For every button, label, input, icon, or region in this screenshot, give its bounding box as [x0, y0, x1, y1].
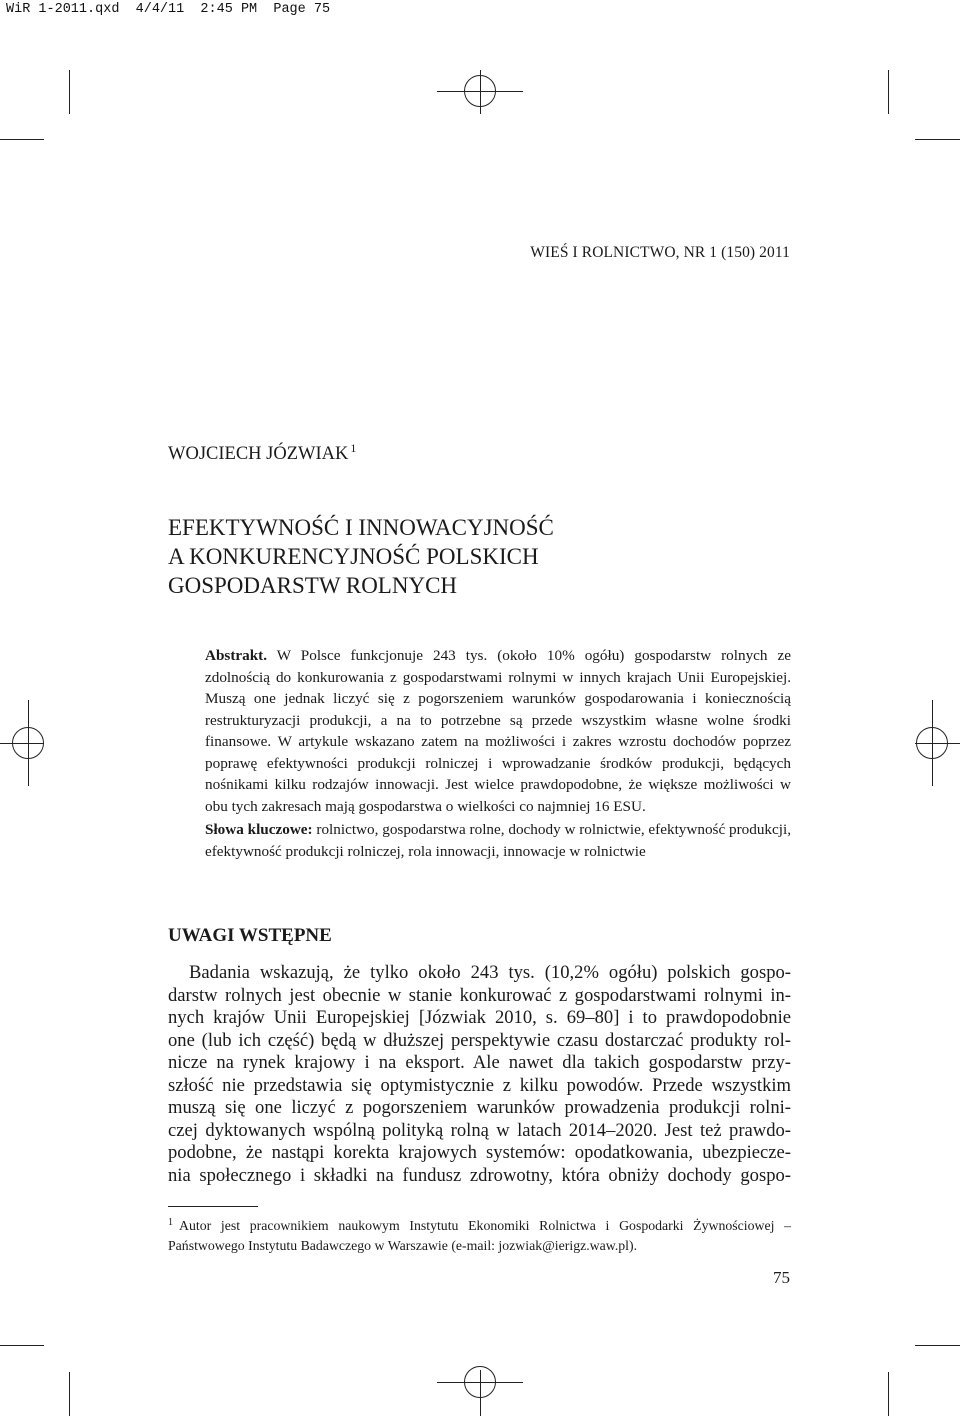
page-number: 75 — [773, 1268, 790, 1287]
body-line: podobne, że nastąpi korekta krajowych systemów: opodatkowania, ubezpiecze- — [168, 1142, 791, 1163]
body-line: muszą się one liczyć z pogorszeniem warunków prowadzenia produkcji rolni- — [168, 1097, 791, 1118]
body-line: czej dyktowanych wspólną polityką rolną w latach 2014–2020. Jest też prawdo- — [168, 1119, 791, 1141]
body-line: nych krajów Unii Europejskiej [Józwiak 2010, s. 69–80] i to prawdopodobnie — [168, 1007, 791, 1028]
body-line: one (lub ich część) będą w dłuższej perspektywie czasu dostarczać produkty rol- — [168, 1029, 791, 1051]
article-title — [168, 513, 554, 600]
section-heading: UWAGI WSTĘPNE — [168, 925, 332, 946]
body-line: nia społecznego i składki na fundusz zdrowotny, która obniży dochody gospo- — [168, 1164, 791, 1186]
journal-header: WIEŚ I ROLNICTWO, NR 1 (150) 2011 — [530, 244, 790, 261]
abstract-text: W Polsce funkcjonuje 243 tys. (około 10% ogółu) gospodarstw rolnych ze zdolnością do konkurowania z gospodarstwami rolnymi w innych krajach Unii Europejskiej. Muszą one jednak liczyć się z pogorszeniem warunków gospodarowania i koniecznością restrukturyzacji produkcji, a na to potrzebne są przede wszystkim własne wolne środki finansowe. W artykule wskazano zatem na możliwości i zakres wzrostu dochodów poprzez poprawę efektywności produkcji rolniczej i wprowadzanie środków produkcji, będących nośnikami kilku rodzajów innowacji. Jest wielce prawdopodobne, że większe możliwości w obu tych zakresach mają gospodarstwa o wielkości co najmniej 16 ESU. — [205, 647, 791, 815]
author-name: WOJCIECH JÓZWIAK $^1$ — [168, 441, 357, 464]
body-line: nicze na rynek krajowy i na eksport. Ale nawet dla takich gospodarstw przy- — [168, 1052, 791, 1073]
body-line: Badania wskazują, że tylko około 243 tys. (10,2% ogółu) polskich gospo- — [189, 962, 791, 983]
keywords-text: rolnictwo, gospodarstwa rolne, dochody w rolnictwie, efektywność produkcji, efektywność produkcji rolniczej, rola innowacji, innowacje w rolnictwie — [205, 821, 792, 860]
footnote-text: Autor jest pracownikiem naukowym Instytutu Ekonomiki Rolnictwa i Gospodarki Żywnościowej – Państwowego Instytutu Badawczego w Warszawie (e-mail: jozwiak@ierigz.waw.pl). — [168, 1218, 791, 1253]
footnote-divider — [168, 1206, 258, 1207]
footnote-mark: 1 — [168, 1217, 173, 1228]
title-line: GOSPODARSTW ROLNYCH — [168, 573, 458, 598]
footnote — [168, 1213, 791, 1256]
title-line: A KONKURENCYJNOŚĆ POLSKICH — [168, 544, 539, 569]
body-line: szłość nie przedstawia się optymistycznie z kilku powodów. Przede wszystkim — [168, 1074, 791, 1096]
abstract-label: Abstrakt. — [205, 647, 268, 664]
keywords — [205, 819, 791, 862]
keywords-label: Słowa kluczowe: — [205, 821, 313, 838]
abstract — [205, 645, 791, 817]
print-slug-line: WiR 1-2011.qxd 4/4/11 2:45 PM Page 75 — [6, 2, 331, 17]
body-paragraph — [168, 962, 791, 1187]
body-line: darstw rolnych jest obecnie w stanie konkurować z gospodarstwami rolnymi in- — [168, 984, 791, 1006]
title-line: EFEKTYWNOŚĆ I INNOWACYJNOŚĆ — [168, 515, 554, 540]
author-footnote-mark: 1 — [350, 441, 357, 455]
